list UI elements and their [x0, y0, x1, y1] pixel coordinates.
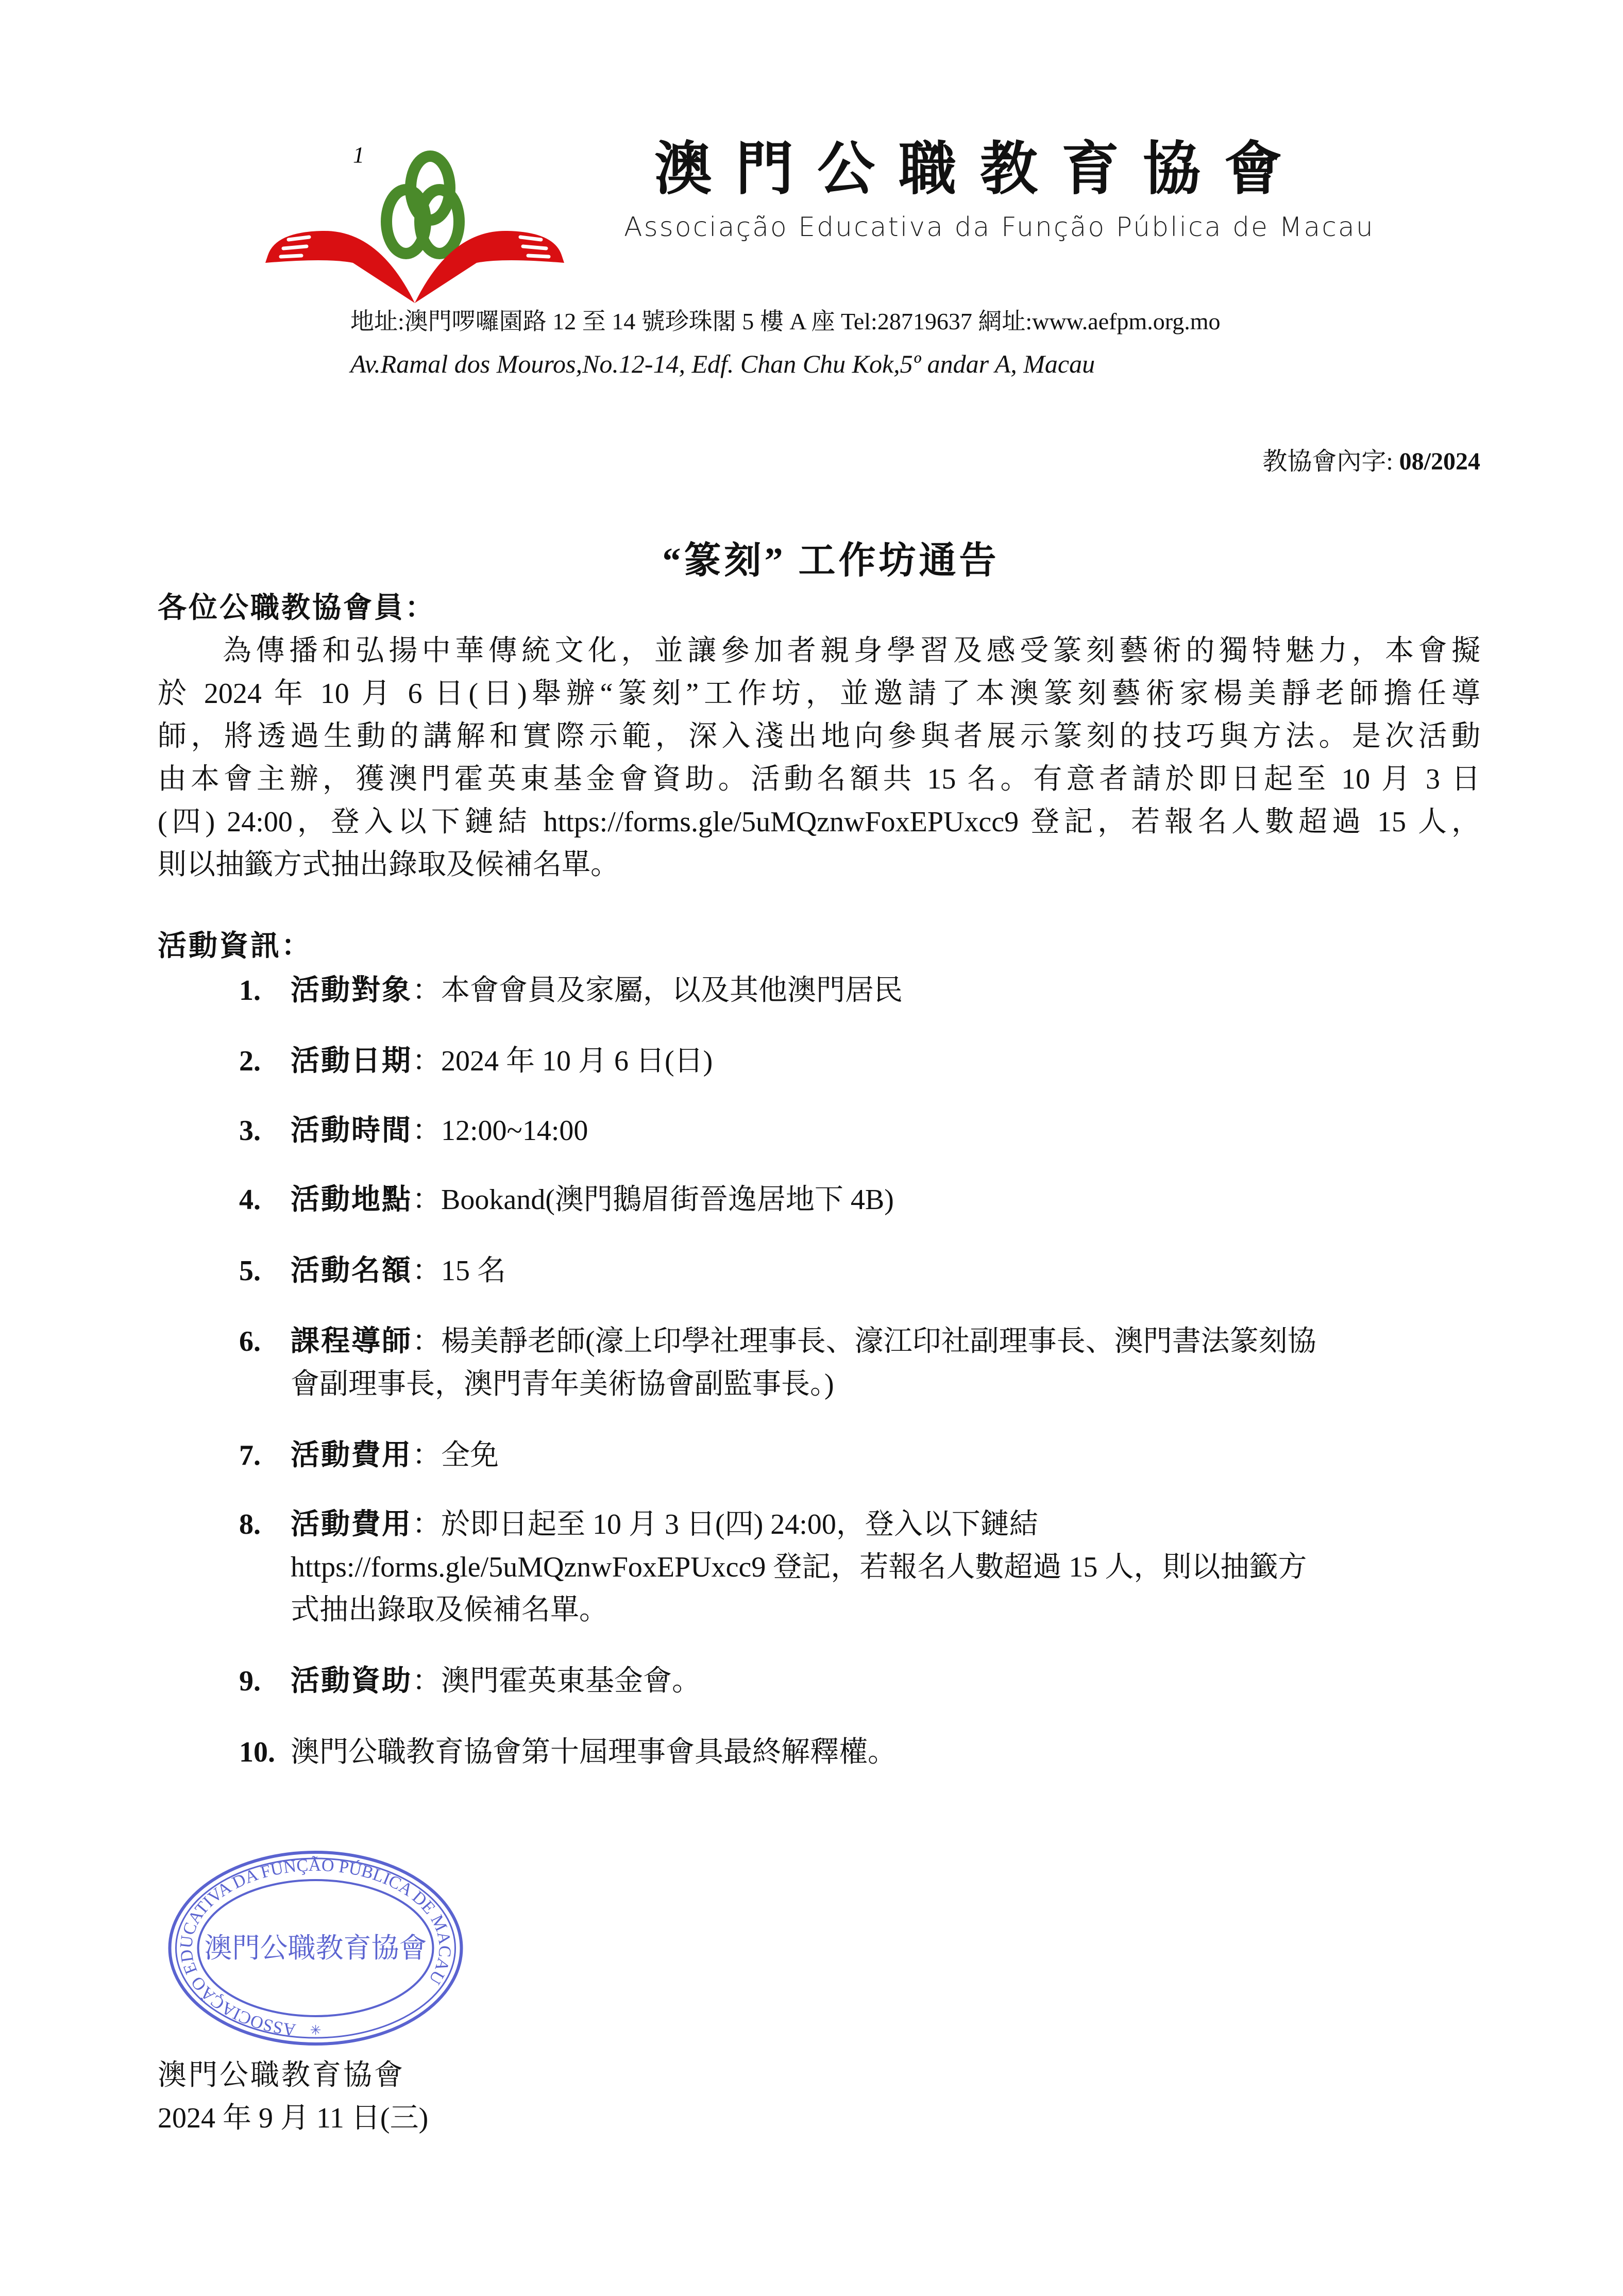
item-number: 4. [239, 1184, 261, 1216]
info-item [239, 1179, 1476, 1221]
item-number: 7. [239, 1439, 261, 1471]
info-item [239, 1731, 1476, 1774]
org-name-portuguese: Associação Educativa da Função Pública de Macau [624, 212, 1375, 243]
stamp-star-icon: ✳ [310, 2023, 322, 2038]
item-text: 澳門公職教育協會第十屆理事會具最終解釋權。 [291, 1736, 897, 1768]
item-number: 9. [239, 1665, 261, 1697]
item-text: ：2024 年 10 月 6 日(日) [412, 1045, 713, 1077]
item-line [291, 1503, 1476, 1546]
item-text: ：於即日起至 10 月 3 日(四) 24:00，登入以下鏈結 [412, 1509, 1038, 1540]
item-line [291, 1589, 1476, 1632]
item-line [291, 1731, 1476, 1774]
reference-label: 教協會內字: [1262, 448, 1393, 475]
item-label: 活動日期 [291, 1045, 412, 1077]
paragraph-line: 師，將透過生動的講解和實際示範，深入淺出地向參與者展示篆刻的技巧與方法。是次活動 [158, 720, 1480, 752]
item-number: 6. [239, 1326, 261, 1358]
stamp-outer-text: ASSOCIAÇÃO EDUCATIVA DA FUNÇÃO PÚBLICA DE MACAU [176, 1855, 454, 2039]
item-number: 10. [239, 1736, 275, 1768]
info-item [239, 969, 1476, 1012]
item-label: 活動對象 [291, 975, 412, 1007]
item-label: 活動地點 [291, 1184, 412, 1216]
info-item [239, 1660, 1476, 1703]
item-line [291, 1363, 1476, 1406]
item-text: ：15 名 [412, 1255, 506, 1287]
signature-org: 澳門公職教育協會 [158, 2059, 405, 2091]
item-number: 8. [239, 1509, 261, 1540]
item-label: 活動名額 [291, 1255, 412, 1287]
info-heading: 活動資訊： [158, 930, 312, 962]
item-number: 3. [239, 1115, 261, 1147]
info-item [239, 1040, 1476, 1083]
paragraph-line: 則以抽籤方式抽出錄取及候補名單。 [158, 849, 619, 881]
greeting: 各位公職教協會員： [158, 592, 436, 624]
item-line [291, 1110, 1476, 1152]
notice-title: “篆刻” 工作坊通告 [662, 540, 1000, 581]
item-text: 會副理事長，澳門青年美術協會副監事長。) [291, 1368, 834, 1400]
item-label: 課程導師 [291, 1326, 412, 1358]
item-line [291, 1040, 1476, 1083]
item-text: ：本會會員及家屬，以及其他澳門居民 [412, 975, 903, 1007]
item-line [291, 1250, 1476, 1293]
item-text: ：楊美靜老師(濠上印學社理事長、濠江印社副理事長、澳門書法篆刻協 [412, 1326, 1316, 1358]
info-item [239, 1110, 1476, 1152]
paragraph-line: 由本會主辦，獲澳門霍英東基金會資助。活動名額共 15 名。有意者請於即日起至 10 月 3 日 [158, 763, 1480, 795]
reference-number [1262, 446, 1480, 477]
info-item [239, 1320, 1476, 1406]
item-text: ：全免 [412, 1439, 499, 1471]
info-item [239, 1250, 1476, 1293]
item-text: ：Bookand(澳門鵝眉街晉逸居地下 4B) [412, 1184, 894, 1216]
item-text: ：澳門霍英東基金會。 [412, 1665, 701, 1697]
item-text: ：12:00~14:00 [412, 1115, 588, 1147]
paragraph-line: 為傳播和弘揚中華傳統文化，並讓參加者親身學習及感受篆刻藝術的獨特魅力，本會擬 [223, 635, 1480, 667]
paragraph-line: (四) 24:00，登入以下鏈結 https://forms.gle/5uMQznwFoxEPUxcc9 登記，若報名人數超過 15 人， [158, 806, 1480, 838]
org-name-chinese: 澳門公職教育協會 [654, 138, 1306, 202]
item-line [291, 1546, 1476, 1589]
logo-mark: 1 [353, 142, 364, 167]
item-line [291, 1660, 1476, 1703]
association-logo [260, 139, 580, 304]
info-item [239, 1434, 1476, 1477]
item-line [291, 1434, 1476, 1477]
item-line [291, 969, 1476, 1012]
item-line [291, 1179, 1476, 1221]
reference-value: 08/2024 [1399, 448, 1480, 475]
item-label: 活動費用 [291, 1509, 412, 1540]
association-stamp [167, 1850, 464, 2046]
item-label: 活動資助 [291, 1665, 412, 1697]
address-chinese: 地址:澳門啰囉園路 12 至 14 號珍珠閣 5 樓 A 座 Tel:28719637 網址:www.aefpm.org.mo [350, 308, 1221, 334]
item-text: 式抽出錄取及候補名單。 [291, 1594, 608, 1626]
item-text: https://forms.gle/5uMQznwFoxEPUxcc9 登記，若報名人數超過 15 人，則以抽籤方 [291, 1551, 1307, 1583]
stamp-inner-text: 澳門公職教育協會 [204, 1933, 427, 1964]
item-number: 1. [239, 975, 261, 1007]
signature-date: 2024 年 9 月 11 日(三) [158, 2102, 429, 2134]
item-number: 2. [239, 1045, 261, 1077]
item-label: 活動費用 [291, 1439, 412, 1471]
item-number: 5. [239, 1255, 261, 1287]
info-item [239, 1503, 1476, 1632]
item-label: 活動時間 [291, 1115, 412, 1147]
paragraph-line: 於 2024 年 10 月 6 日(日)舉辦“篆刻”工作坊，並邀請了本澳篆刻藝術家楊美靜老師擔任導 [158, 678, 1480, 710]
intro-paragraph [158, 630, 1480, 886]
address-portuguese: Av.Ramal dos Mouros,No.12-14, Edf. Chan Chu Kok,5º andar A, Macau [350, 349, 1095, 378]
item-line [291, 1320, 1476, 1363]
